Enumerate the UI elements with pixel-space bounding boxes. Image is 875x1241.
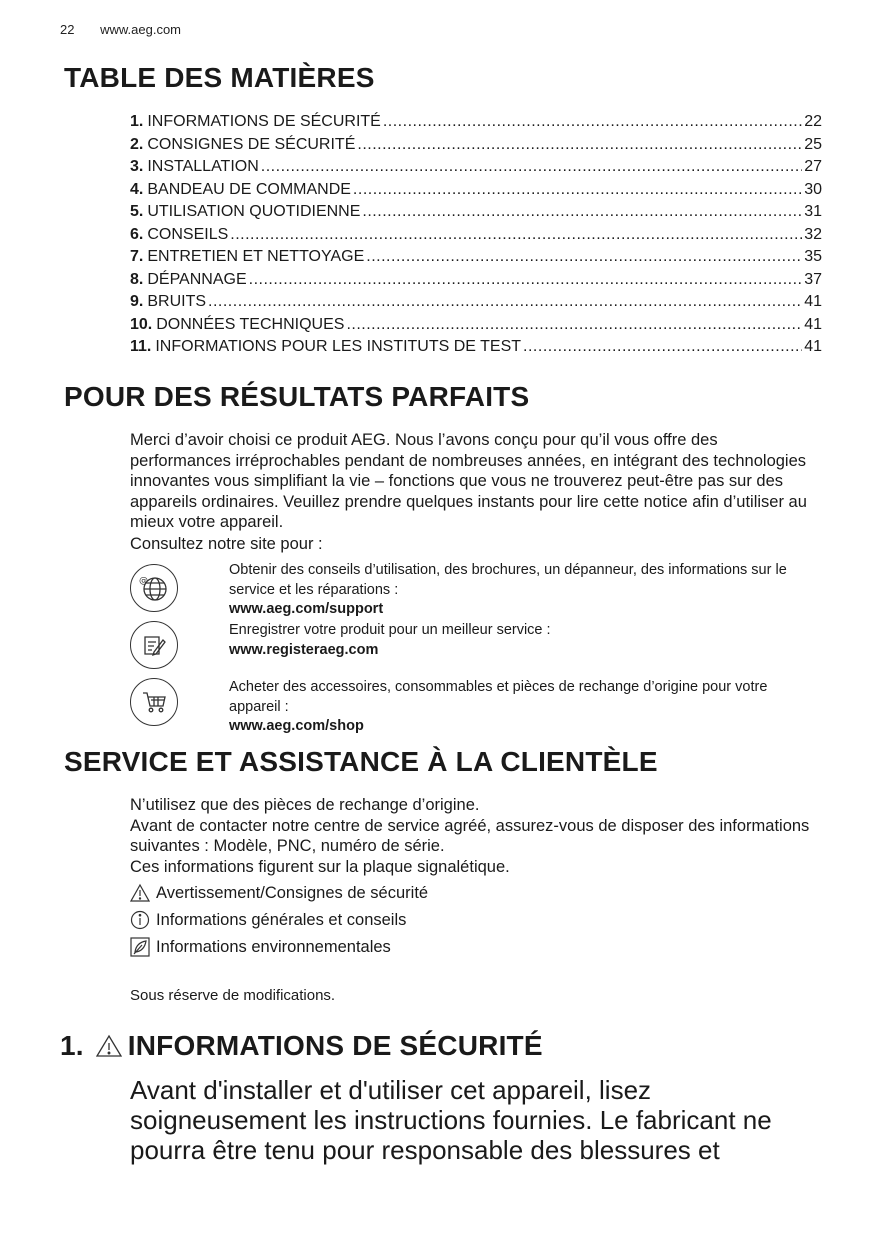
toc-item[interactable]: 5. UTILISATION QUOTIDIENNE ..... 31 xyxy=(130,201,822,224)
register-url[interactable]: www.registeraeg.com xyxy=(229,641,379,658)
safety-title: INFORMATIONS DE SÉCURITÉ xyxy=(127,1030,543,1061)
register-link-text: Enregistrer votre produit pour un meilleur service : xyxy=(229,622,551,638)
legend-info xyxy=(130,909,406,931)
toc-page: 30 xyxy=(804,180,822,198)
toc-label: UTILISATION QUOTIDIENNE xyxy=(147,203,361,220)
toc-title: TABLE DES MATIÈRES xyxy=(64,62,375,93)
toc-label: DONNÉES TECHNIQUES xyxy=(156,315,345,333)
warning-icon xyxy=(130,883,150,903)
safety-heading xyxy=(60,1030,543,1062)
toc-item[interactable]: 6. CONSEILS ..... 32 xyxy=(130,224,822,247)
legend-label: Informations environnementales xyxy=(156,938,391,956)
toc-page: 27 xyxy=(804,158,822,175)
service-text: N’utilisez que des pièces de rechange d’origine. Avant de contacter notre centre de service agréé, assurez-vous de disposer des informations suivantes : Modèle, PNC, numéro de série. Ces informations figurent sur la plaque signalétique. xyxy=(130,796,810,876)
info-icon xyxy=(130,910,150,930)
svg-text:@: @ xyxy=(139,576,148,586)
toc-page: 41 xyxy=(804,315,822,333)
toc-item[interactable]: 11. INFORMATIONS POUR LES INSTITUTS DE TEST ..... 41 xyxy=(130,336,822,359)
legend-label: Informations générales et conseils xyxy=(156,911,407,929)
support-url[interactable]: www.aeg.com/support xyxy=(229,601,384,617)
globe-icon xyxy=(130,564,178,612)
toc-item[interactable]: 10. DONNÉES TECHNIQUES ..... 41 xyxy=(130,314,822,337)
service-title: SERVICE ET ASSISTANCE À LA CLIENTÈLE xyxy=(64,746,658,777)
safety-text: Avant d'installer et d'utiliser cet appareil, lisez soigneusement les instructions fournies. Le fabricant ne pourra être tenu pour responsable des blessures et xyxy=(130,1075,772,1165)
register-icon xyxy=(130,621,178,669)
toc-label: INFORMATIONS DE SÉCURITÉ xyxy=(147,113,381,130)
toc-page: 25 xyxy=(804,135,822,153)
legend-warning xyxy=(130,882,428,904)
toc-page: 41 xyxy=(804,338,822,355)
support-link-text: Obtenir des conseils d’utilisation, des brochures, un dépanneur, des informations sur le service et les réparations : xyxy=(229,562,787,598)
toc-item[interactable]: 4. BANDEAU DE COMMANDE ..... 30 xyxy=(130,179,822,202)
page-number: 22 xyxy=(60,22,75,37)
shop-url[interactable]: www.aeg.com/shop xyxy=(229,718,364,734)
page-header xyxy=(60,22,181,37)
leaf-icon xyxy=(130,937,150,957)
toc-page: 31 xyxy=(804,203,822,220)
toc-page: 37 xyxy=(804,270,822,288)
toc-page: 41 xyxy=(804,293,822,310)
header-site[interactable]: www.aeg.com xyxy=(100,22,182,37)
safety-number: 1. xyxy=(60,1030,84,1061)
toc-item[interactable]: 2. CONSIGNES DE SÉCURITÉ ..... 25 xyxy=(130,134,822,157)
table-of-contents xyxy=(130,111,822,359)
toc-item[interactable]: 9. BRUITS ..... 41 xyxy=(130,291,822,314)
cart-icon xyxy=(130,678,178,726)
toc-label: CONSIGNES DE SÉCURITÉ xyxy=(147,135,356,153)
toc-label: BRUITS xyxy=(147,293,207,310)
toc-item[interactable]: 3. INSTALLATION ..... 27 xyxy=(130,156,822,179)
toc-item[interactable]: 1. INFORMATIONS DE SÉCURITÉ ..... 22 xyxy=(130,111,822,134)
results-title: POUR DES RÉSULTATS PARFAITS xyxy=(64,381,530,412)
toc-label: INFORMATIONS POUR LES INSTITUTS DE TEST xyxy=(155,338,522,355)
warning-icon xyxy=(96,1034,122,1058)
results-consult: Consultez notre site pour : xyxy=(130,535,323,553)
toc-label: CONSEILS xyxy=(147,225,229,243)
legend-environment xyxy=(130,936,391,958)
shop-link-text: Acheter des accessoires, consommables et pièces de rechange d’origine pour votre appareil : xyxy=(229,679,768,715)
toc-label: BANDEAU DE COMMANDE xyxy=(147,180,351,198)
toc-item[interactable]: 8. DÉPANNAGE ..... 37 xyxy=(130,269,822,292)
modifications-notice: Sous réserve de modifications. xyxy=(130,987,336,1004)
legend-label: Avertissement/Consignes de sécurité xyxy=(156,884,429,902)
toc-page: 22 xyxy=(804,113,822,130)
results-intro: Merci d’avoir choisi ce produit AEG. Nous l’avons conçu pour qu’il vous offre des performances irréprochables pendant de nombreuses années, en intégrant des technologies innovantes vous simplifiant la vie – fonctions que vous ne trouverez peut-être pas sur des appareils ordinaires. Veuillez prendre quelques instants pour lire cette notice afin d’utiliser au mieux votre appareil. xyxy=(130,431,807,531)
toc-label: ENTRETIEN ET NETTOYAGE xyxy=(147,248,365,265)
toc-page: 35 xyxy=(804,248,822,265)
toc-label: INSTALLATION xyxy=(147,158,259,175)
toc-label: DÉPANNAGE xyxy=(147,270,247,288)
toc-item[interactable]: 7. ENTRETIEN ET NETTOYAGE ..... 35 xyxy=(130,246,822,269)
toc-page: 32 xyxy=(804,225,822,243)
